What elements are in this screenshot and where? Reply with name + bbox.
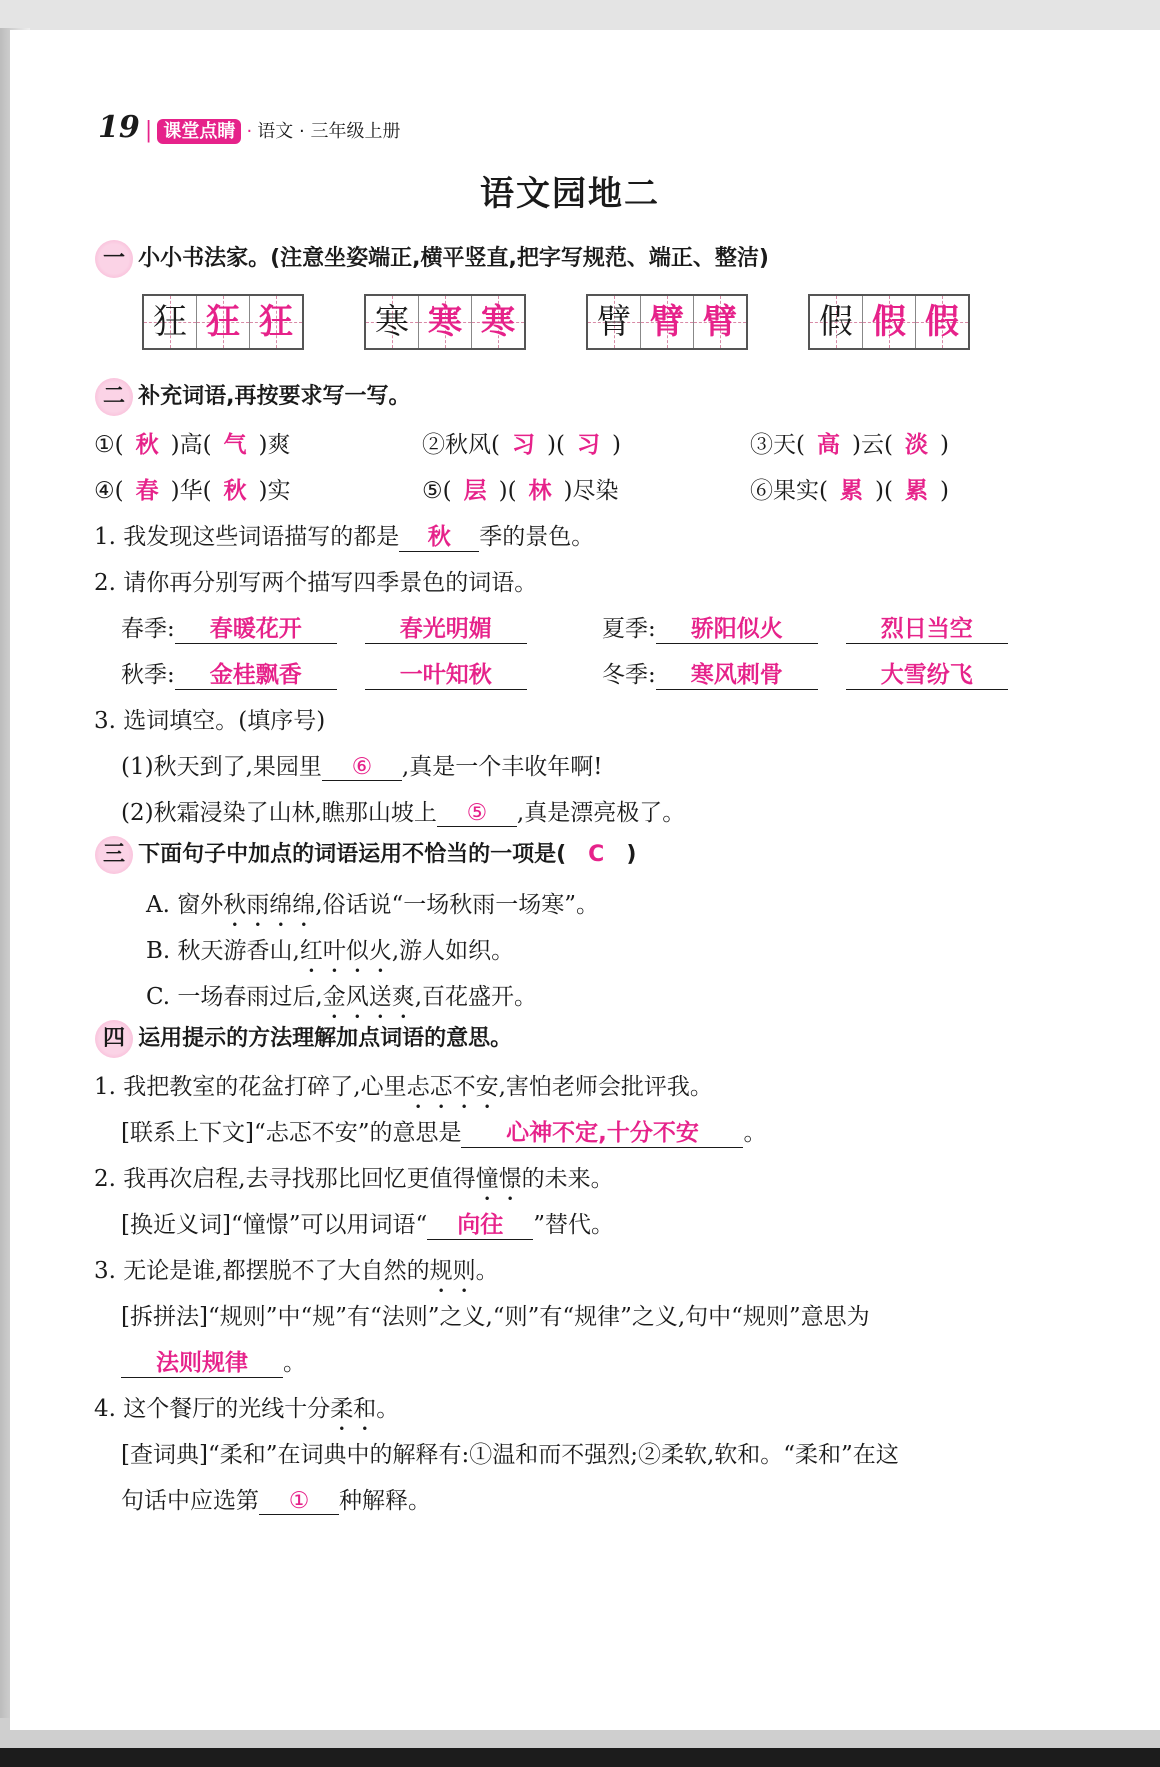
section-1-heading — [95, 240, 769, 278]
dotted-word: 金风送爽 — [322, 984, 415, 1010]
answer: 累 — [839, 478, 863, 504]
section-instruction: 运用提示的方法理解加点词语的意思。 — [138, 1026, 513, 1051]
answer-blank: ⑤ — [437, 800, 517, 827]
dotted-word: 忐忑不安 — [406, 1074, 499, 1100]
dotted-word: 红叶似火 — [299, 938, 392, 964]
winter-row: 冬季: 寒风刺骨 大雪纷飞 — [602, 656, 1008, 690]
book-title: 语文 · 三年级上册 — [257, 121, 401, 142]
section-number: 一 — [95, 240, 133, 278]
idiom-item-3: ③天( 高 )云( 淡 ) — [750, 432, 949, 458]
answer-blank: 寒风刺骨 — [656, 656, 818, 690]
question-4-3-answer: 法则规律 。 — [121, 1344, 306, 1378]
answer-blank: 一叶知秋 — [365, 656, 527, 690]
answer-blank: 烈日当空 — [846, 610, 1008, 644]
copied-char: 臂 — [641, 296, 694, 348]
model-char: 臂 — [588, 296, 641, 348]
copied-char: 臂 — [694, 296, 746, 348]
copied-char: 假 — [863, 296, 916, 348]
lesson-title: 语文园地二 — [480, 174, 660, 214]
copied-char: 狂 — [250, 296, 302, 348]
header-divider: | — [144, 118, 153, 143]
model-char: 狂 — [144, 296, 197, 348]
answer: 秋 — [135, 432, 159, 458]
question-4-1: 1. 我把教室的花盆打碎了,心里忐忑不安,害怕老师会批评我。 — [94, 1074, 713, 1100]
question-2-1: 1. 我发现这些词语描写的都是 秋 季的景色。 — [94, 518, 594, 552]
header-dot: · — [246, 121, 253, 142]
answer: 林 — [528, 478, 552, 504]
answer-blank: 大雪纷飞 — [846, 656, 1008, 690]
idiom-item-2: ②秋风( 习 )( 习 ) — [422, 432, 621, 458]
answer: C — [588, 842, 605, 867]
viewer-bottom-bar — [0, 1748, 1160, 1767]
answer-blank: 向往 — [427, 1206, 533, 1240]
answer-blank: ① — [259, 1488, 339, 1515]
answer-blank: 春暖花开 — [175, 610, 337, 644]
question-4-2: 2. 我再次启程,去寻找那比回忆更值得憧憬的未来。 — [94, 1166, 614, 1192]
answer-blank: 法则规律 — [121, 1344, 283, 1378]
question-4-4: 4. 这个餐厅的光线十分柔和。 — [94, 1396, 400, 1422]
writing-grid-2 — [364, 294, 526, 350]
dotted-word: 秋雨绵绵 — [223, 892, 316, 918]
question-2-3-b: (2)秋霜浸染了山林,瞧那山坡上 ⑤ ,真是漂亮极了。 — [121, 800, 686, 826]
option-b: B. 秋天游香山,红叶似火,游人如织。 — [146, 938, 515, 964]
answer: 气 — [223, 432, 247, 458]
answer: 高 — [816, 432, 840, 458]
copied-char: 寒 — [472, 296, 524, 348]
copied-char: 狂 — [197, 296, 250, 348]
question-4-4-answer: 句话中应选第 ① 种解释。 — [121, 1488, 431, 1514]
dotted-word: 憧憬 — [475, 1166, 522, 1192]
idiom-item-4: ④( 春 )华( 秋 )实 — [94, 478, 291, 504]
writing-grid-3 — [586, 294, 748, 350]
answer: 层 — [463, 478, 487, 504]
section-number: 四 — [95, 1020, 133, 1058]
idiom-item-6: ⑥果实( 累 )( 累 ) — [750, 478, 949, 504]
idiom-item-1: ①( 秋 )高( 气 )爽 — [94, 432, 291, 458]
question-4-3-hint: [拆拼法]“规则”中“规”有“法则”之义,“则”有“规律”之义,句中“规则”意思为 — [121, 1304, 870, 1330]
answer: 习 — [576, 432, 600, 458]
question-2-3-a: (1)秋天到了,果园里 ⑥ ,真是一个丰收年啊! — [121, 754, 603, 780]
section-number: 三 — [95, 836, 133, 874]
dotted-word: 规则 — [429, 1258, 476, 1284]
summer-row: 夏季: 骄阳似火 烈日当空 — [602, 610, 1008, 644]
question-4-3: 3. 无论是谁,都摆脱不了大自然的规则。 — [94, 1258, 499, 1284]
copied-char: 假 — [916, 296, 968, 348]
model-char: 寒 — [366, 296, 419, 348]
page-number: 19 — [98, 110, 140, 145]
answer-blank: ⑥ — [322, 754, 402, 781]
answer: 春 — [135, 478, 159, 504]
autumn-row: 秋季: 金桂飘香 一叶知秋 — [121, 656, 527, 690]
answer-blank: 骄阳似火 — [656, 610, 818, 644]
answer-blank: 金桂飘香 — [175, 656, 337, 690]
section-2-heading — [95, 378, 410, 416]
question-4-4-hint: [查词典]“柔和”在词典中的解释有:①温和而不强烈;②柔软,软和。“柔和”在这 — [121, 1442, 899, 1468]
answer: 秋 — [223, 478, 247, 504]
question-4-2-hint: [换近义词]“憧憬”可以用词语“ 向往 ”替代。 — [121, 1206, 614, 1240]
spring-row: 春季: 春暖花开 春光明媚 — [121, 610, 527, 644]
option-c: C. 一场春雨过后,金风送爽,百花盛开。 — [146, 984, 538, 1010]
section-instruction: 补充词语,再按要求写一写。 — [138, 384, 411, 409]
series-badge: 课堂点睛 — [157, 119, 241, 144]
model-char: 假 — [810, 296, 863, 348]
writing-grid-1 — [142, 294, 304, 350]
question-2-3: 3. 选词填空。(填序号) — [94, 708, 326, 734]
dotted-word: 柔和 — [330, 1396, 377, 1422]
textbook-page — [10, 30, 1160, 1730]
answer: 淡 — [904, 432, 928, 458]
answer: 累 — [904, 478, 928, 504]
page-header — [98, 110, 400, 145]
answer-blank: 心神不定,十分不安 — [461, 1114, 743, 1148]
answer-blank: 春光明媚 — [365, 610, 527, 644]
answer: 习 — [511, 432, 535, 458]
section-3-heading: 三 下面句子中加点的词语运用不恰当的一项是( C ) — [95, 836, 636, 874]
idiom-item-5: ⑤( 层 )( 林 )尽染 — [422, 478, 619, 504]
section-number: 二 — [95, 378, 133, 416]
question-4-1-hint: [联系上下文]“忐忑不安”的意思是 心神不定,十分不安 。 — [121, 1114, 766, 1148]
viewer-top-strip — [0, 0, 1160, 30]
section-instruction: 下面句子中加点的词语运用不恰当的一项是( — [138, 842, 567, 867]
section-4-heading — [95, 1020, 512, 1058]
answer-blank: 秋 — [399, 518, 479, 552]
option-a: A. 窗外秋雨绵绵,俗话说“一场秋雨一场寒”。 — [146, 892, 600, 918]
copied-char: 寒 — [419, 296, 472, 348]
section-instruction: 小小书法家。(注意坐姿端正,横平竖直,把字写规范、端正、整洁) — [138, 246, 769, 271]
question-2-2: 2. 请你再分别写两个描写四季景色的词语。 — [94, 570, 538, 596]
writing-grid-4 — [808, 294, 970, 350]
